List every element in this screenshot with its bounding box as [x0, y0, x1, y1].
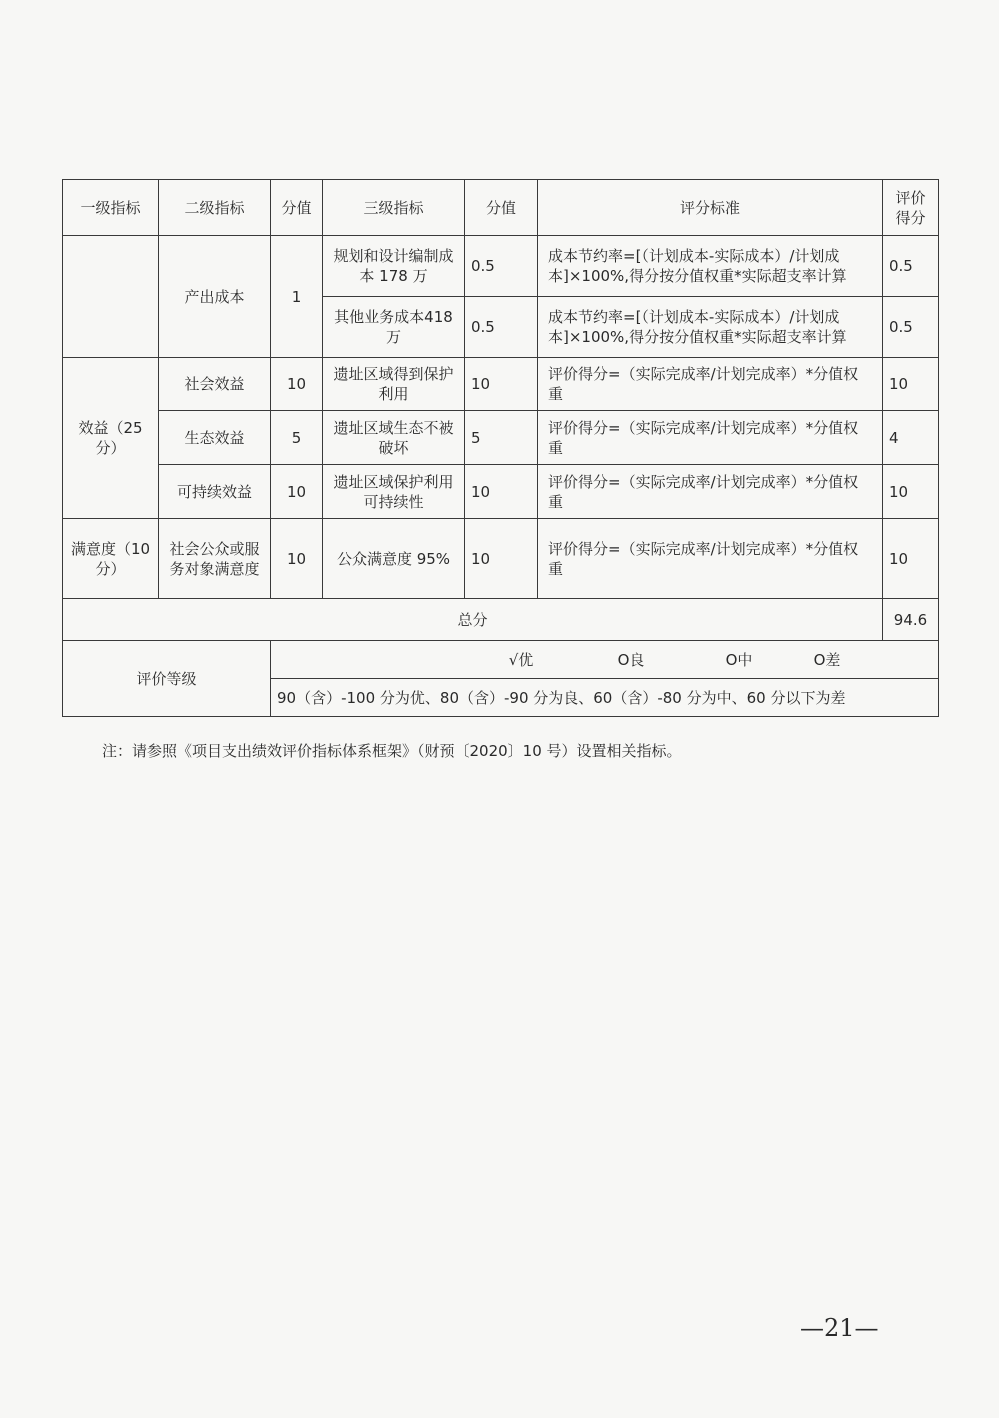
evaluation-table — [62, 179, 939, 717]
benefit-level1: 效益（25 分） — [63, 358, 159, 519]
grade-option-excellent: √优 — [508, 650, 534, 669]
cost-other-result: 0.5 — [883, 297, 939, 358]
table-row — [63, 465, 939, 519]
grade-option-medium: O中 — [725, 650, 753, 669]
benefit-sustain-score: 10 — [465, 465, 538, 519]
cost-design-result: 0.5 — [883, 236, 939, 297]
benefit-eco-score: 5 — [465, 411, 538, 465]
benefit-social-level3: 遗址区域得到保护利用 — [323, 358, 465, 411]
satisfaction-result: 10 — [883, 519, 939, 599]
footnote: 注：请参照《项目支出绩效评价指标体系框架》（财预〔2020〕10 号）设置相关指标。 — [102, 742, 682, 760]
cost-level2-score: 1 — [271, 236, 323, 358]
cost-other-level3: 其他业务成本418 万 — [323, 297, 465, 358]
satisfaction-level2: 社会公众或服务对象满意度 — [159, 519, 271, 599]
satisfaction-standard: 评价得分=（实际完成率/计划完成率）*分值权重 — [538, 519, 883, 599]
benefit-social-result: 10 — [883, 358, 939, 411]
grade-options-cell — [271, 641, 939, 679]
benefit-social-standard: 评价得分=（实际完成率/计划完成率）*分值权重 — [538, 358, 883, 411]
header-level2: 二级指标 — [159, 180, 271, 236]
header-level1: 一级指标 — [63, 180, 159, 236]
benefit-eco-level2: 生态效益 — [159, 411, 271, 465]
table-row — [63, 236, 939, 297]
header-standard: 评分标准 — [538, 180, 883, 236]
grade-row — [63, 641, 939, 679]
table-header-row — [63, 180, 939, 236]
benefit-eco-level3: 遗址区域生态不被破坏 — [323, 411, 465, 465]
benefit-social-score: 10 — [465, 358, 538, 411]
grade-legend: 90（含）-100 分为优、80（含）-90 分为良、60（含）-80 分为中、60 分以下为差 — [271, 679, 939, 717]
benefit-social-level2: 社会效益 — [159, 358, 271, 411]
cost-level2: 产出成本 — [159, 236, 271, 358]
satisfaction-score: 10 — [465, 519, 538, 599]
grade-option-poor: O差 — [813, 650, 841, 669]
table-row — [63, 358, 939, 411]
cost-design-score: 0.5 — [465, 236, 538, 297]
benefit-eco-level2-score: 5 — [271, 411, 323, 465]
page-number: —21— — [800, 1314, 879, 1342]
satisfaction-level2-score: 10 — [271, 519, 323, 599]
total-label: 总分 — [63, 599, 883, 641]
total-row — [63, 599, 939, 641]
header-level3: 三级指标 — [323, 180, 465, 236]
benefit-sustain-result: 10 — [883, 465, 939, 519]
benefit-eco-standard: 评价得分=（实际完成率/计划完成率）*分值权重 — [538, 411, 883, 465]
satisfaction-level1: 满意度（10 分） — [63, 519, 159, 599]
total-value: 94.6 — [883, 599, 939, 641]
benefit-sustain-level2: 可持续效益 — [159, 465, 271, 519]
satisfaction-level3: 公众满意度 95% — [323, 519, 465, 599]
cost-other-score: 0.5 — [465, 297, 538, 358]
benefit-sustain-level2-score: 10 — [271, 465, 323, 519]
cost-other-standard: 成本节约率=[（计划成本-实际成本）/计划成本]×100%,得分按分值权重*实际超支率计算 — [538, 297, 883, 358]
cost-design-standard: 成本节约率=[（计划成本-实际成本）/计划成本]×100%,得分按分值权重*实际超支率计算 — [538, 236, 883, 297]
benefit-sustain-standard: 评价得分=（实际完成率/计划完成率）*分值权重 — [538, 465, 883, 519]
header-score2: 分值 — [465, 180, 538, 236]
header-score1: 分值 — [271, 180, 323, 236]
benefit-social-level2-score: 10 — [271, 358, 323, 411]
table-row — [63, 519, 939, 599]
cost-level1-empty — [63, 236, 159, 358]
cost-design-level3: 规划和设计编制成本 178 万 — [323, 236, 465, 297]
grade-option-good: O良 — [617, 650, 645, 669]
table-row — [63, 411, 939, 465]
header-result: 评价得分 — [883, 180, 939, 236]
grade-label: 评价等级 — [63, 641, 271, 717]
benefit-sustain-level3: 遗址区域保护利用可持续性 — [323, 465, 465, 519]
benefit-eco-result: 4 — [883, 411, 939, 465]
